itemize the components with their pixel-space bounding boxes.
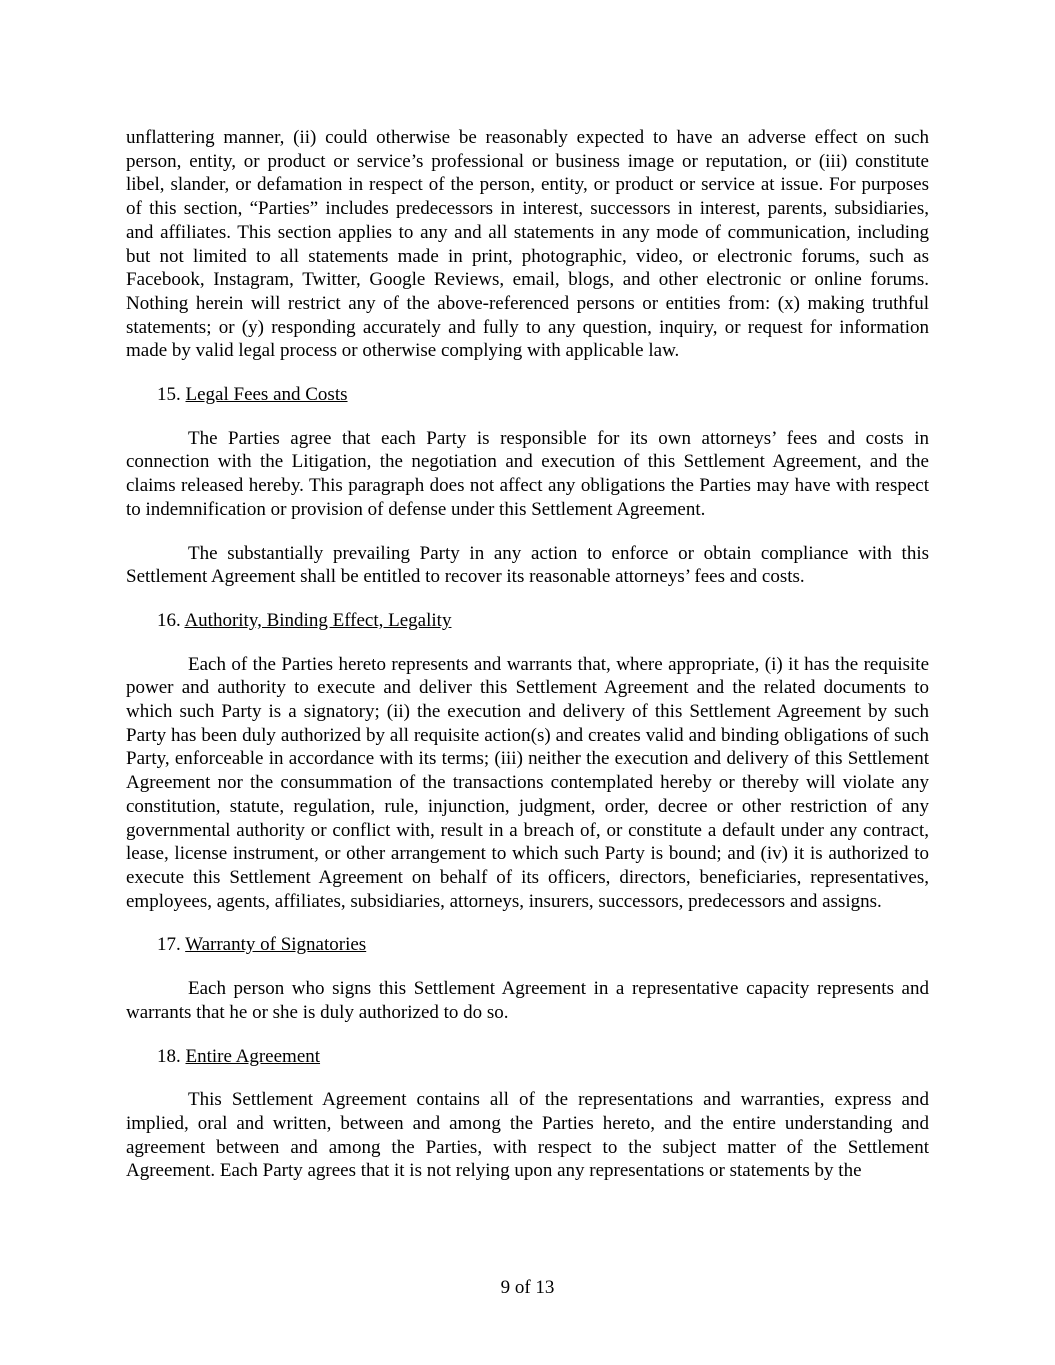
- continuation-paragraph: unflattering manner, (ii) could otherwise be reasonably expected to have an adverse effect on such person, entity, or product or service’s professional or business image or reputation, or (iii) constitute libel, slander, or defamation in respect of the person, entity, or product or service at issue. For purposes of this section, “Parties” includes predecessors in interest, successors in interest, parents, subsidiaries, and affiliates. This section applies to any and all statements in any mode of communication, including but not limited to all statements made in print, photographic, video, or electronic forums, such as Facebook, Instagram, Twitter, Google Reviews, email, blogs, and other electronic or online forums. Nothing herein will restrict any of the above-referenced persons or entities from: (x) making truthful statements; or (y) responding accurately and fully to any question, inquiry, or request for information made by valid legal process or otherwise complying with applicable law.: [126, 127, 929, 362]
- section-18-heading: [126, 1045, 929, 1069]
- section-15-paragraph-1: The Parties agree that each Party is responsible for its own attorneys’ fees and costs in connection with the Litigation, the negotiation and execution of this Settlement Agreement, and the claims released hereby. This paragraph does not affect any obligations the Parties may have with respect to indemnification or provision of defense under this Settlement Agreement.: [126, 427, 929, 520]
- section-number: 18.: [157, 1045, 181, 1067]
- section-16-heading: [126, 609, 929, 633]
- section-number: 16.: [157, 609, 181, 631]
- section-16-paragraph-1: Each of the Parties hereto represents and warrants that, where appropriate, (i) it has the requisite power and authority to execute and deliver this Settlement Agreement and the related documents to which such Party is a signatory; (ii) the execution and delivery of this Settlement Agreement by such Party has been duly authorized by all requisite action(s) and creates valid and binding obligations of such Party, enforceable in accordance with its terms; (iii) neither the execution and delivery of this Settlement Agreement nor the consummation of the transactions contemplated hereby or thereby will violate any constitution, statute, regulation, rule, injunction, judgment, order, decree or other restriction of any governmental authority or conflict with, result in a breach of, or constitute a default under any contract, lease, license instrument, or other arrangement to which such Party is bound; and (iv) it is authorized to execute this Settlement Agreement on behalf of its officers, directors, beneficiaries, representatives, employees, agents, affiliates, subsidiaries, attorneys, insurers, successors, predecessors and assigns.: [126, 653, 929, 912]
- section-17-paragraph-1: Each person who signs this Settlement Agreement in a representative capacity represents and warrants that he or she is duly authorized to do so.: [126, 978, 929, 1023]
- section-18-paragraph-1: This Settlement Agreement contains all of the representations and warranties, express and implied, oral and written, between and among the Parties hereto, and the entire understanding and agreement between and among the Parties, with respect to the subject matter of the Settlement Agreement. Each Party agrees that it is not relying upon any representations or statements by the: [126, 1089, 929, 1182]
- page-number: 9 of 13: [500, 1277, 555, 1298]
- section-title: Legal Fees and Costs: [185, 384, 348, 406]
- section-number: 17.: [157, 934, 181, 956]
- section-15-paragraph-2: The substantially prevailing Party in any action to enforce or obtain compliance with this Settlement Agreement shall be entitled to recover its reasonable attorneys’ fees and costs.: [126, 542, 929, 588]
- section-number: 15.: [157, 384, 181, 406]
- document-page: [126, 126, 929, 1203]
- section-title: Authority, Binding Effect, Legality: [184, 609, 452, 631]
- section-15-heading: [126, 383, 929, 407]
- section-title: Warranty of Signatories: [185, 934, 367, 956]
- section-title: Entire Agreement: [185, 1045, 321, 1067]
- section-17-heading: [126, 933, 929, 957]
